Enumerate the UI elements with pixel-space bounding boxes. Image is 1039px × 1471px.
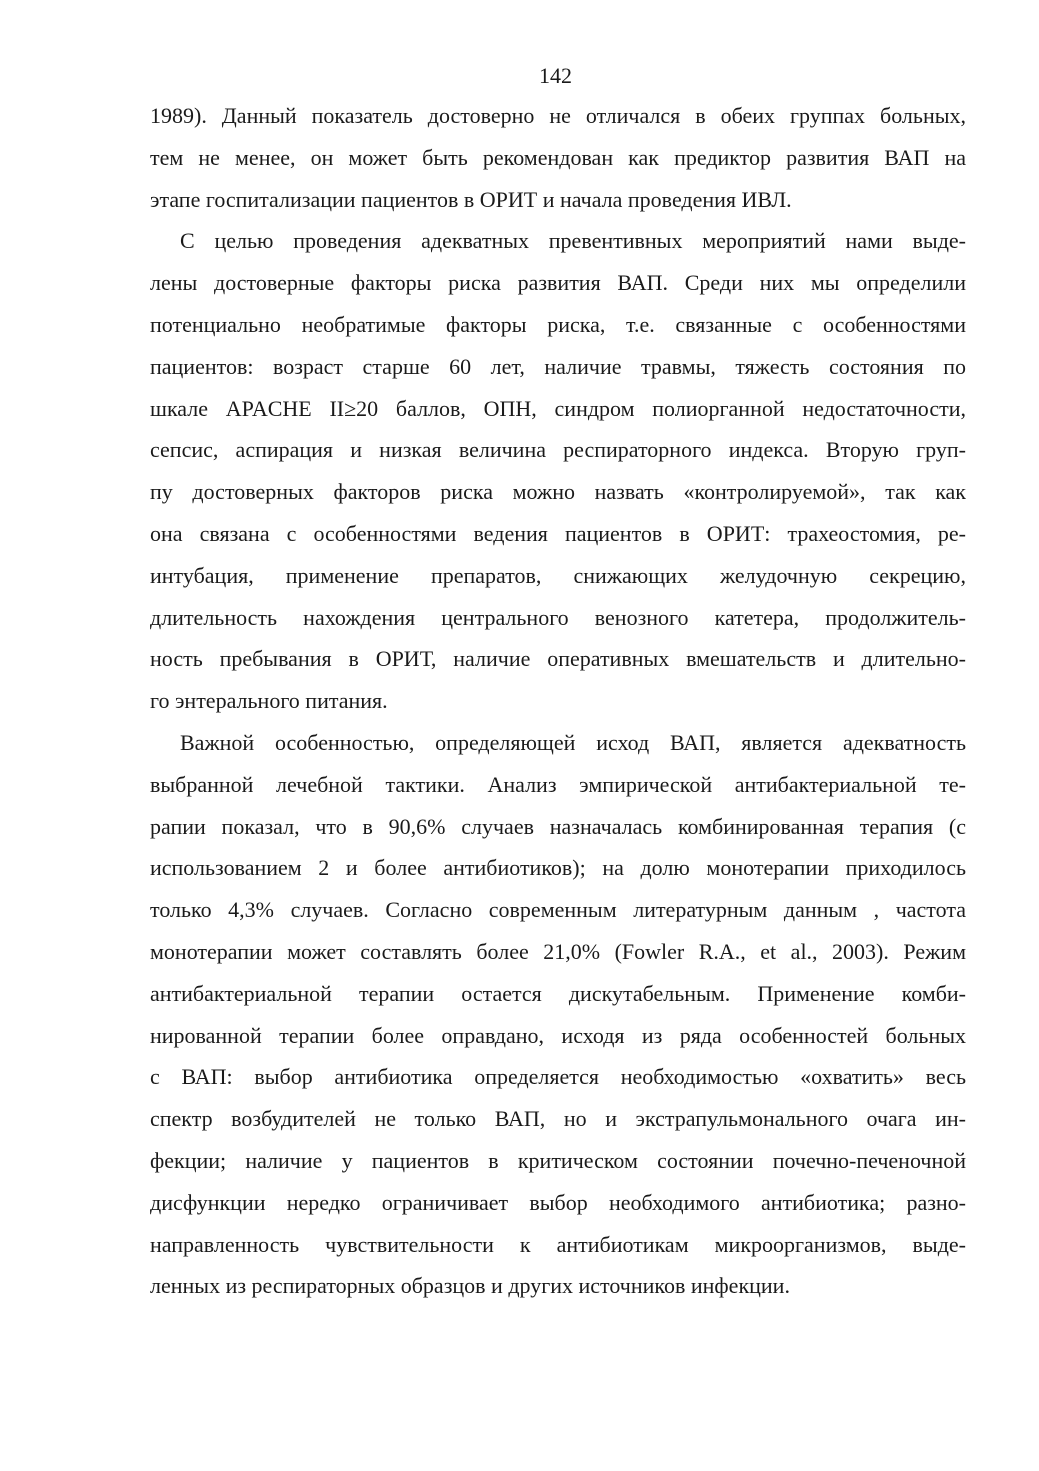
text-line: С целью проведения адекватных превентивных мероприятий нами выде-	[180, 228, 966, 254]
text-line: направленность чувствительности к антибиотикам микроорганизмов, выде-	[150, 1231, 966, 1257]
body-text	[150, 95, 966, 1307]
text-line: шкале APACHE II≥20 баллов, ОПН, синдром полиорганной недостаточности,	[150, 395, 966, 421]
text-line: спектр возбудителей не только ВАП, но и экстрапульмонального очага ин-	[150, 1106, 966, 1132]
text-line: сепсис, аспирация и низкая величина респираторного индекса. Вторую груп-	[150, 437, 966, 463]
text-line: интубация, применение препаратов, снижающих желудочную секрецию,	[150, 562, 966, 588]
text-line: этапе госпитализации пациентов в ОРИТ и начала проведения ИВЛ.	[150, 186, 792, 212]
text-line: выбранной лечебной тактики. Анализ эмпирической антибактериальной те-	[150, 771, 966, 797]
text-line: го энтерального питания.	[150, 688, 388, 714]
page-number: 142	[539, 63, 572, 88]
text-line: использованием 2 и более антибиотиков); на долю монотерапии приходилось	[150, 855, 966, 881]
text-line: ность пребывания в ОРИТ, наличие оперативных вмешательств и длительно-	[150, 646, 966, 672]
text-line: лены достоверные факторы риска развития ВАП. Среди них мы определили	[150, 270, 966, 296]
text-line: Важной особенностью, определяющей исход ВАП, является адекватность	[180, 729, 966, 755]
text-line: длительность нахождения центрального венозного катетера, продолжитель-	[150, 604, 966, 630]
text-line: потенциально необратимые факторы риска, т.е. связанные с особенностями	[150, 311, 966, 337]
paragraph-2	[150, 220, 966, 722]
text-line: с ВАП: выбор антибиотика определяется необходимостью «охватить» весь	[150, 1064, 966, 1090]
paragraph-3	[150, 722, 966, 1307]
text-line: нированной терапии более оправдано, исходя из ряда особенностей больных	[150, 1022, 966, 1048]
paragraph-1	[150, 95, 966, 220]
text-line: рапии показал, что в 90,6% случаев назначалась комбинированная терапия (с	[150, 813, 966, 839]
text-line: пу достоверных факторов риска можно назвать «контролируемой», так как	[150, 479, 966, 505]
text-line: монотерапии может составлять более 21,0% (Fowler R.A., et al., 2003). Режим	[150, 938, 966, 964]
text-line: 1989). Данный показатель достоверно не отличался в обеих группах больных,	[150, 103, 966, 128]
text-line: только 4,3% случаев. Согласно современным литературным данным , частота	[150, 897, 966, 923]
text-line: она связана с особенностями ведения пациентов в ОРИТ: трахеостомия, ре-	[150, 520, 966, 546]
text-line: антибактериальной терапии остается дискутабельным. Применение комби-	[150, 980, 966, 1006]
text-line: ленных из респираторных образцов и других источников инфекции.	[150, 1273, 790, 1299]
text-line: фекции; наличие у пациентов в критическом состоянии почечно-печеночной	[150, 1147, 966, 1173]
text-line: пациентов: возраст старше 60 лет, наличие травмы, тяжесть состояния по	[150, 353, 966, 379]
text-line: тем не менее, он может быть рекомендован как предиктор развития ВАП на	[150, 144, 966, 170]
text-line: дисфункции нередко ограничивает выбор необходимого антибиотика; разно-	[150, 1189, 966, 1215]
